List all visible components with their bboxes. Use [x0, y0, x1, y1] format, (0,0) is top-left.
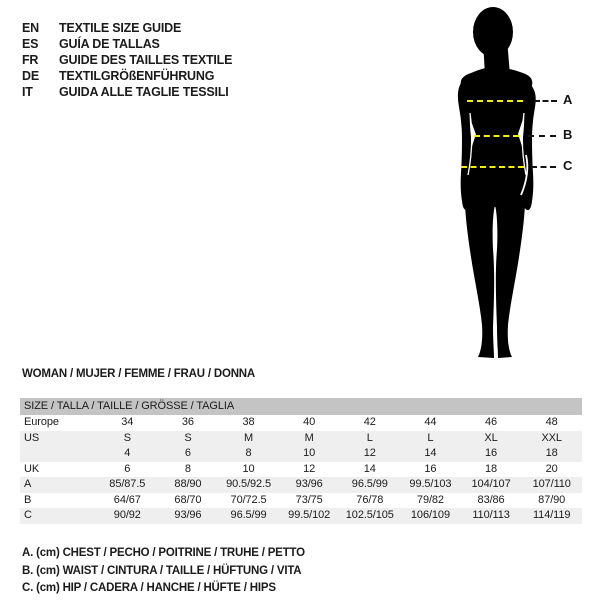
- lang-row: [22, 68, 232, 84]
- measure-label: A: [563, 92, 573, 107]
- size-cell: M: [244, 431, 254, 444]
- size-cell: 73/75: [295, 493, 323, 506]
- measure-label: B: [563, 127, 573, 142]
- size-cell: 4: [124, 447, 131, 459]
- size-cell: 6: [184, 447, 191, 459]
- size-cell: 96.5/99: [230, 509, 267, 521]
- size-cell: 90.5/92.5: [226, 478, 272, 490]
- table-row: [20, 462, 582, 478]
- measure-dash-yellow: [461, 166, 524, 168]
- size-cell: 16: [424, 462, 437, 475]
- lang-code: DE: [22, 69, 39, 83]
- table-row: [20, 477, 582, 493]
- table-row: [20, 415, 582, 431]
- lang-row: [22, 52, 232, 68]
- size-cell: S: [123, 431, 131, 444]
- lang-label: GUIDA ALLE TAGLIE TESSILI: [59, 85, 229, 99]
- woman-silhouette-figure: [437, 5, 557, 367]
- size-cell: XXL: [541, 431, 562, 444]
- size-cell: 83/86: [477, 493, 505, 506]
- lang-label: TEXTILE SIZE GUIDE: [59, 21, 182, 35]
- size-cell: 90/92: [113, 509, 141, 521]
- size-cell: 110/113: [472, 509, 510, 521]
- size-cell: 76/78: [356, 493, 384, 506]
- size-cell: 36: [181, 416, 194, 428]
- row-label: Europe: [24, 416, 59, 428]
- size-cell: 34: [121, 416, 134, 428]
- size-cell: 93/96: [174, 509, 202, 521]
- size-cell: 6: [124, 462, 131, 475]
- size-cell: 8: [184, 462, 191, 475]
- size-cell: 85/87.5: [109, 478, 146, 490]
- size-cell: 102.5/105: [345, 509, 394, 521]
- size-cell: 14: [363, 462, 376, 475]
- measurement-legend: [22, 545, 305, 598]
- lang-row: [22, 20, 232, 36]
- size-cell: 12: [363, 447, 376, 459]
- size-cell: 48: [545, 416, 558, 428]
- size-cell: 93/96: [295, 478, 323, 490]
- measure-leader-dash: [531, 166, 556, 168]
- size-cell: 68/70: [174, 493, 202, 506]
- lang-code: FR: [22, 53, 39, 67]
- size-cell: 14: [424, 447, 437, 459]
- size-cell: 99.5/103: [409, 478, 452, 490]
- size-cell: 114/119: [532, 509, 571, 521]
- size-cell: 79/82: [416, 493, 444, 506]
- size-cell: 10: [303, 447, 316, 459]
- size-table-body: [20, 415, 582, 524]
- lang-code: IT: [22, 85, 33, 99]
- size-cell: 18: [545, 447, 558, 459]
- size-cell: 107/110: [532, 478, 571, 490]
- row-label: B: [24, 493, 32, 506]
- row-label: A: [24, 478, 32, 490]
- row-label: [20, 446, 97, 462]
- row-label: UK: [24, 462, 40, 475]
- size-table: [20, 398, 582, 524]
- language-title-list: [22, 20, 232, 100]
- measure-dash-yellow: [467, 100, 523, 102]
- woman-silhouette-icon: [437, 5, 557, 367]
- size-cell: XL: [484, 431, 498, 444]
- size-cell: 12: [303, 462, 316, 475]
- size-cell: M: [304, 431, 314, 444]
- measure-dash-yellow: [474, 135, 519, 137]
- size-cell: 64/67: [113, 493, 141, 506]
- size-cell: 8: [245, 447, 252, 459]
- size-cell: 18: [485, 462, 498, 475]
- size-cell: 104/107: [471, 478, 511, 490]
- legend-line: C. (cm) HIP / CADERA / HANCHE / HÜFTE / HIPS: [22, 582, 276, 594]
- lang-code: ES: [22, 37, 39, 51]
- size-cell: 42: [363, 416, 376, 428]
- size-cell: L: [366, 431, 373, 444]
- section-title: WOMAN / MUJER / FEMME / FRAU / DONNA: [22, 368, 256, 380]
- table-row: [20, 508, 582, 524]
- row-label: C: [24, 509, 32, 521]
- size-cell: 16: [485, 447, 498, 459]
- legend-line: A. (cm) CHEST / PECHO / POITRINE / TRUHE / PETTO: [22, 547, 305, 559]
- lang-label: GUÍA DE TALLAS: [59, 37, 160, 51]
- size-cell: S: [184, 431, 192, 444]
- size-cell: 44: [424, 416, 437, 428]
- size-cell: 99.5/102: [288, 509, 331, 521]
- measure-leader-dash: [534, 100, 557, 102]
- lang-label: TEXTILGRÖßENFÜHRUNG: [59, 69, 215, 83]
- size-cell: 46: [485, 416, 498, 428]
- size-cell: 96.5/99: [351, 478, 388, 490]
- size-cell: 20: [545, 462, 558, 475]
- size-cell: 87/90: [538, 493, 566, 506]
- table-row: [20, 493, 582, 509]
- size-cell: 10: [242, 462, 255, 475]
- row-label: US: [24, 431, 40, 444]
- measure-label: C: [563, 158, 573, 173]
- size-cell: 70/72.5: [230, 493, 267, 506]
- size-cell: 38: [242, 416, 255, 428]
- lang-row: [22, 36, 232, 52]
- lang-row: [22, 84, 232, 100]
- size-cell: L: [427, 431, 434, 444]
- size-table-header: SIZE / TALLA / TAILLE / GRÖSSE / TAGLIA: [20, 398, 582, 415]
- legend-line: B. (cm) WAIST / CINTURA / TAILLE / HÜFTUNG / VITA: [22, 564, 302, 577]
- table-row: [20, 431, 582, 447]
- size-cell: 40: [303, 416, 316, 428]
- size-cell: 106/109: [410, 509, 450, 521]
- lang-label: GUIDE DES TAILLES TEXTILE: [59, 53, 233, 67]
- measure-leader-dash: [528, 135, 556, 137]
- lang-code: EN: [22, 21, 39, 35]
- size-cell: 88/90: [174, 478, 202, 490]
- table-row: [20, 446, 582, 462]
